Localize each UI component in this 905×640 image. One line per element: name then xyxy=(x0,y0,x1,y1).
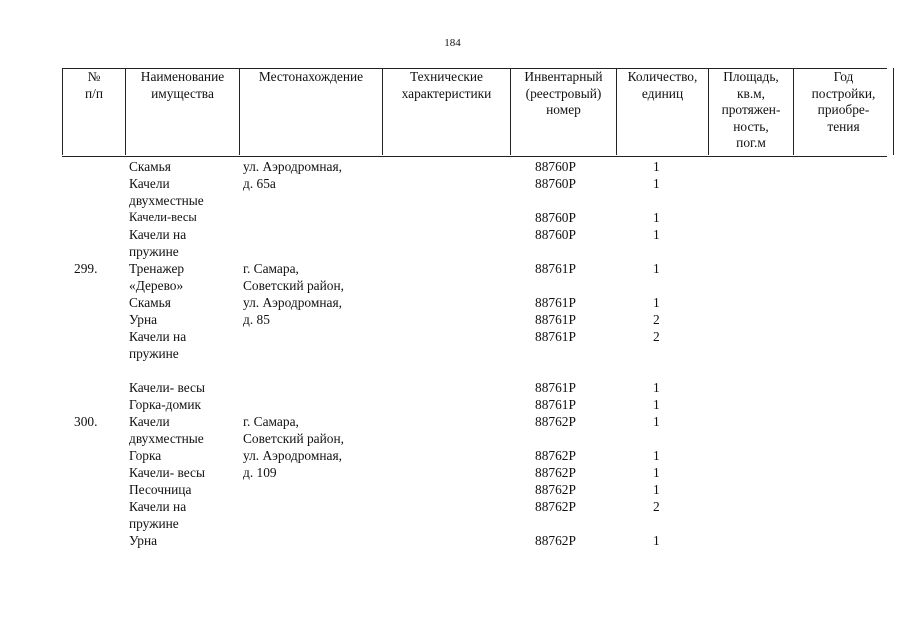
inventory-number: 88760Р xyxy=(535,227,576,242)
property-name: Качели на xyxy=(129,329,187,344)
quantity: 1 xyxy=(653,414,660,429)
inventory-number: 88760Р xyxy=(535,159,576,174)
location-text: ул. Аэродромная, xyxy=(243,448,342,463)
inventory-number: 88762Р xyxy=(535,465,576,480)
property-name: Качели на xyxy=(129,499,187,514)
header-area: Площадь, кв.м, протяжен- ность, пог.м xyxy=(709,68,794,155)
header-tech: Технические характеристики xyxy=(383,68,511,155)
location-text: д. 65а xyxy=(243,176,276,191)
inventory-number: 88762Р xyxy=(535,499,576,514)
property-name: Качели-весы xyxy=(129,210,197,224)
inventory-number: 88761Р xyxy=(535,295,576,310)
inventory-number: 88761Р xyxy=(535,261,576,276)
header-quantity: Количество, единиц xyxy=(617,68,709,155)
property-name: Качели- весы xyxy=(129,380,205,395)
quantity: 2 xyxy=(653,329,660,344)
row-number: 300. xyxy=(74,414,98,429)
property-name: Качели xyxy=(129,176,170,191)
quantity: 1 xyxy=(653,482,660,497)
property-name: Песочница xyxy=(129,482,192,497)
property-name: Качели xyxy=(129,414,170,429)
location-text: г. Самара, xyxy=(243,414,299,429)
quantity: 1 xyxy=(653,397,660,412)
inventory-number: 88762Р xyxy=(535,533,576,548)
header-inventory: Инвентарный (реестровый) номер xyxy=(511,68,617,155)
quantity: 1 xyxy=(653,533,660,548)
quantity: 1 xyxy=(653,227,660,242)
header-year: Год постройки, приобре- тения xyxy=(794,68,894,155)
inventory-number: 88760Р xyxy=(535,176,576,191)
property-name: Качели- весы xyxy=(129,465,205,480)
inventory-number: 88761Р xyxy=(535,397,576,412)
page-number: 184 xyxy=(444,37,461,49)
property-name: «Дерево» xyxy=(129,278,184,293)
location-text: Советский район, xyxy=(243,278,344,293)
property-name: Урна xyxy=(129,533,158,548)
property-name: пружине xyxy=(129,346,179,361)
property-name: двухместные xyxy=(129,193,204,208)
location-text: ул. Аэродромная, xyxy=(243,159,342,174)
property-name: Качели на xyxy=(129,227,187,242)
quantity: 1 xyxy=(653,210,660,225)
inventory-number: 88761Р xyxy=(535,380,576,395)
quantity: 2 xyxy=(653,499,660,514)
property-name: двухместные xyxy=(129,431,204,446)
inventory-number: 88760Р xyxy=(535,210,576,225)
inventory-number: 88762Р xyxy=(535,482,576,497)
inventory-number: 88762Р xyxy=(535,448,576,463)
header-name: Наименование имущества xyxy=(126,68,240,155)
property-name: Тренажер xyxy=(129,261,185,276)
header-num: № п/п xyxy=(63,68,126,155)
property-name: Скамья xyxy=(129,295,171,310)
row-number: 299. xyxy=(74,261,98,276)
quantity: 1 xyxy=(653,261,660,276)
quantity: 1 xyxy=(653,295,660,310)
quantity: 1 xyxy=(653,176,660,191)
location-text: д. 109 xyxy=(243,465,277,480)
quantity: 1 xyxy=(653,380,660,395)
location-text: ул. Аэродромная, xyxy=(243,295,342,310)
inventory-number: 88761Р xyxy=(535,312,576,327)
location-text: Советский район, xyxy=(243,431,344,446)
location-text: д. 85 xyxy=(243,312,270,327)
header-location: Местонахождение xyxy=(240,68,383,155)
table-header xyxy=(62,68,894,155)
property-name: Скамья xyxy=(129,159,171,174)
table-header-bottom-rule xyxy=(62,156,887,157)
property-name: Горка xyxy=(129,448,162,463)
quantity: 1 xyxy=(653,465,660,480)
inventory-number: 88762Р xyxy=(535,414,576,429)
property-name: Урна xyxy=(129,312,158,327)
quantity: 2 xyxy=(653,312,660,327)
property-name: пружине xyxy=(129,516,179,531)
quantity: 1 xyxy=(653,159,660,174)
property-name: Горка-домик xyxy=(129,397,202,412)
quantity: 1 xyxy=(653,448,660,463)
inventory-number: 88761Р xyxy=(535,329,576,344)
property-name: пружине xyxy=(129,244,179,259)
location-text: г. Самара, xyxy=(243,261,299,276)
